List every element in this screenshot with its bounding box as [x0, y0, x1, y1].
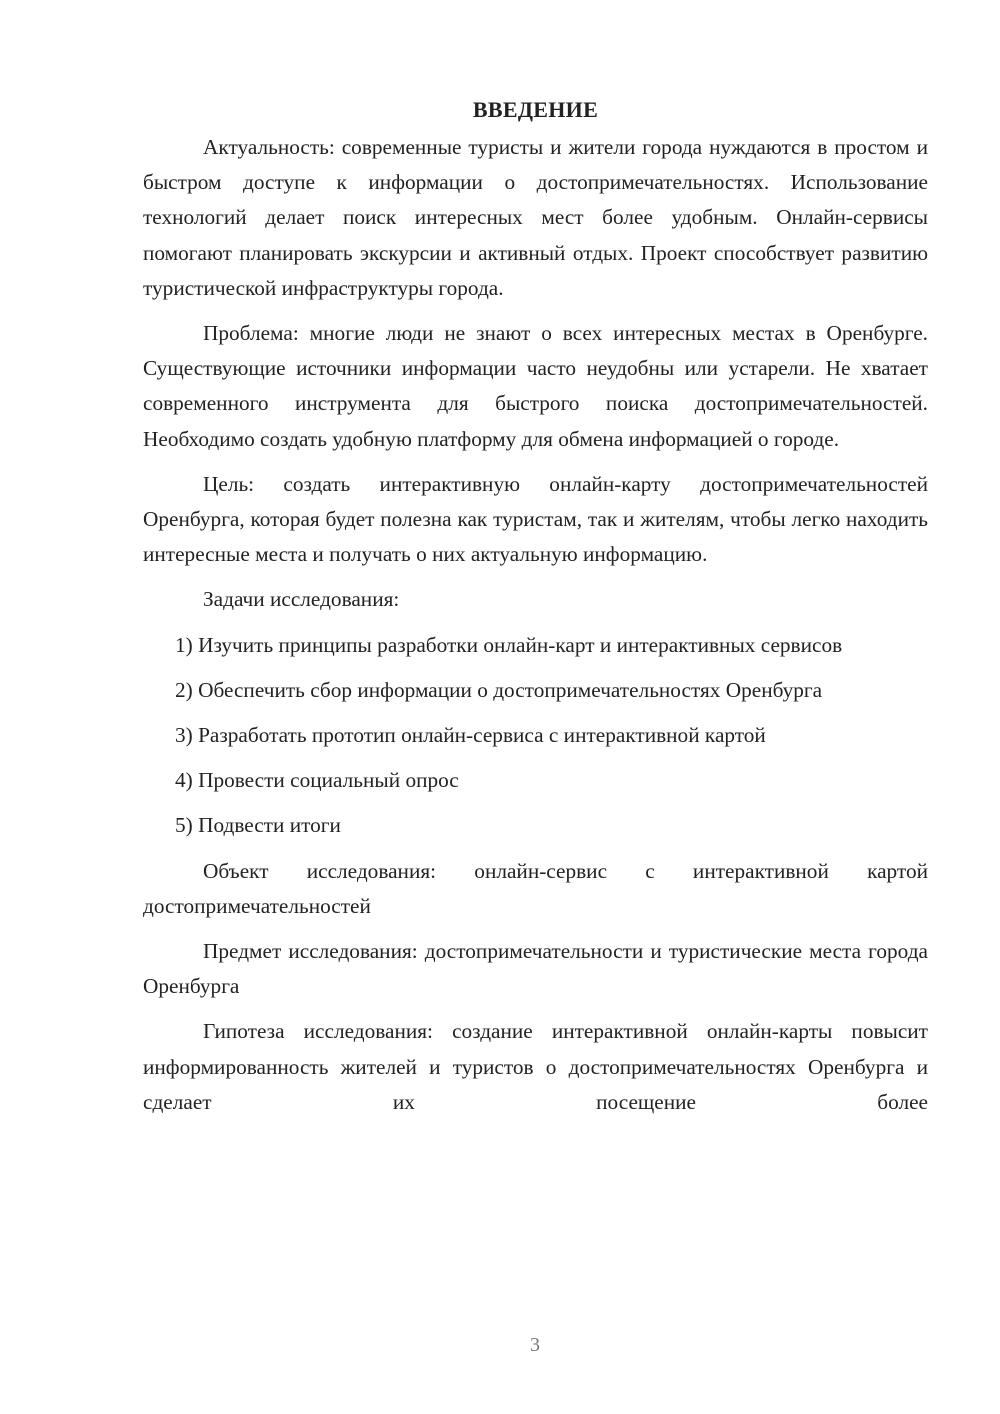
- task-item-5: 5) Подвести итоги: [175, 813, 341, 838]
- object-paragraph: Объект исследования: онлайн-сервис с интерактивной картой достопримечательностей: [143, 858, 928, 918]
- task-item-4: 4) Провести социальный опрос: [175, 768, 459, 793]
- relevance-paragraph: Актуальность: современные туристы и жители города нуждаются в простом и быстром доступе к информации о достопримечательностях. Использование технологий делает поиск интересных мест более удобным. Онлайн-сервисы помогают планировать экскурсии и активный отдых. Проект способствует развитию туристической инфраструктуры города.: [143, 135, 928, 300]
- task-item-2: 2) Обеспечить сбор информации о достопримечательностях Оренбурга: [175, 677, 823, 702]
- task-item-3: 3) Разработать прототип онлайн-сервиса с интерактивной картой: [175, 723, 766, 748]
- page-number: 3: [530, 1334, 540, 1356]
- task-item-1: 1) Изучить принципы разработки онлайн-карт и интерактивных сервисов: [175, 632, 843, 657]
- tasks-heading: Задачи исследования:: [203, 587, 400, 612]
- subject-paragraph: Предмет исследования: достопримечательности и туристические места города Оренбурга: [143, 939, 928, 999]
- hypothesis-paragraph: Гипотеза исследования: создание интерактивной онлайн-карты повысит информированность жителей и туристов о достопримечательностях Оренбурга и сделает их посещение более: [143, 1019, 928, 1114]
- problem-paragraph: Проблема: многие люди не знают о всех интересных местах в Оренбурге. Существующие источники информации часто неудобны или устарели. Не хватает современного инструмента для быстрого поиска достопримечательностей. Необходимо создать удобную платформу для обмена информацией о городе.: [143, 321, 928, 451]
- section-title: ВВЕДЕНИЕ: [472, 97, 599, 122]
- goal-paragraph: Цель: создать интерактивную онлайн-карту достопримечательностей Оренбурга, которая будет полезна как туристам, так и жителям, чтобы легко находить интересные места и получать о них актуальную информацию.: [143, 471, 928, 567]
- document-page: [143, 95, 928, 1130]
